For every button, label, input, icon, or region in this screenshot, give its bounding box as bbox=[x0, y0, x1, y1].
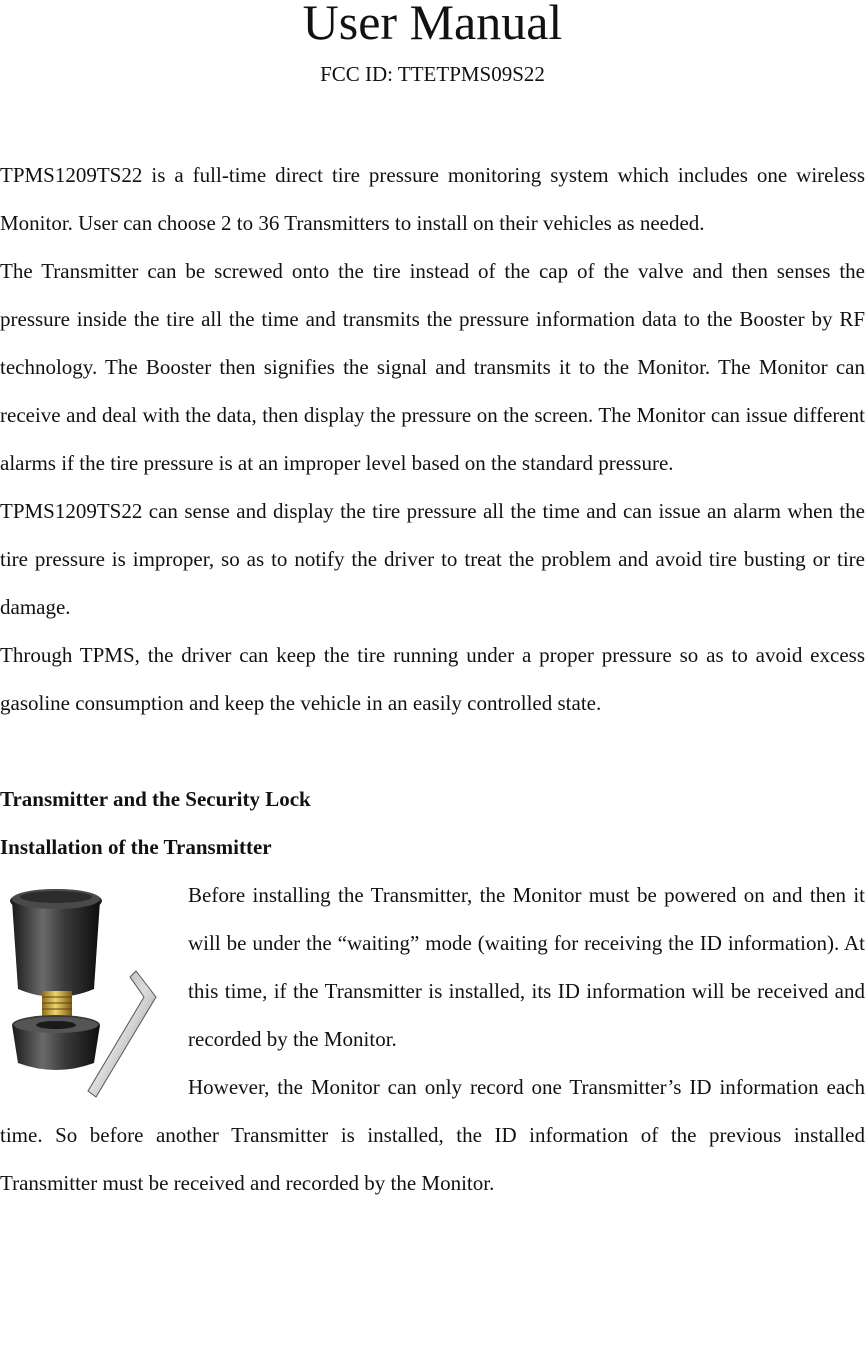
document-body bbox=[0, 151, 865, 1207]
intro-paragraph-1: TPMS1209TS22 is a full-time direct tire pressure monitoring system which includes one wireless Monitor. User can choose 2 to 36 Transmitters to install on their vehicles as needed. bbox=[0, 163, 865, 235]
page-title: User Manual bbox=[302, 0, 563, 50]
installation-paragraph-1: Before installing the Transmitter, the Monitor must be powered on and then it will be under the “waiting” mode (waiting for receiving the ID information). At this time, if the Transmitter is installed, its ID information will be received and recorded by the Monitor. bbox=[188, 883, 865, 1051]
intro-paragraph-3: TPMS1209TS22 can sense and display the tire pressure all the time and can issue an alarm when the tire pressure is improper, so as to notify the driver to treat the problem and avoid tire busting or tire damage. bbox=[0, 499, 865, 619]
spacer bbox=[0, 727, 865, 775]
section-heading: Transmitter and the Security Lock bbox=[0, 787, 311, 811]
intro-paragraph-4: Through TPMS, the driver can keep the tire running under a proper pressure so as to avoid excess gasoline consumption and keep the vehicle in an easily controlled state. bbox=[0, 643, 865, 715]
transmitter-figure bbox=[0, 871, 188, 1111]
section-subheading: Installation of the Transmitter bbox=[0, 835, 272, 859]
intro-paragraph-2: The Transmitter can be screwed onto the tire instead of the cap of the valve and then senses the pressure inside the tire all the time and transmits the pressure information data to the Booster by RF technology. The Booster then signifies the signal and transmits it to the Monitor. The Monitor can receive and deal with the data, then display the pressure on the screen. The Monitor can issue different alarms if the tire pressure is at an improper level based on the standard pressure. bbox=[0, 259, 865, 475]
fcc-id: FCC ID: TTETPMS09S22 bbox=[320, 62, 545, 86]
installation-paragraph-2: However, the Monitor can only record one Transmitter’s ID information each time. So before another Transmitter is installed, the ID information of the previous installed Transmitter must be received and recorded by the Monitor. bbox=[0, 1075, 865, 1195]
transmitter-with-hex-key-icon bbox=[4, 879, 164, 1109]
